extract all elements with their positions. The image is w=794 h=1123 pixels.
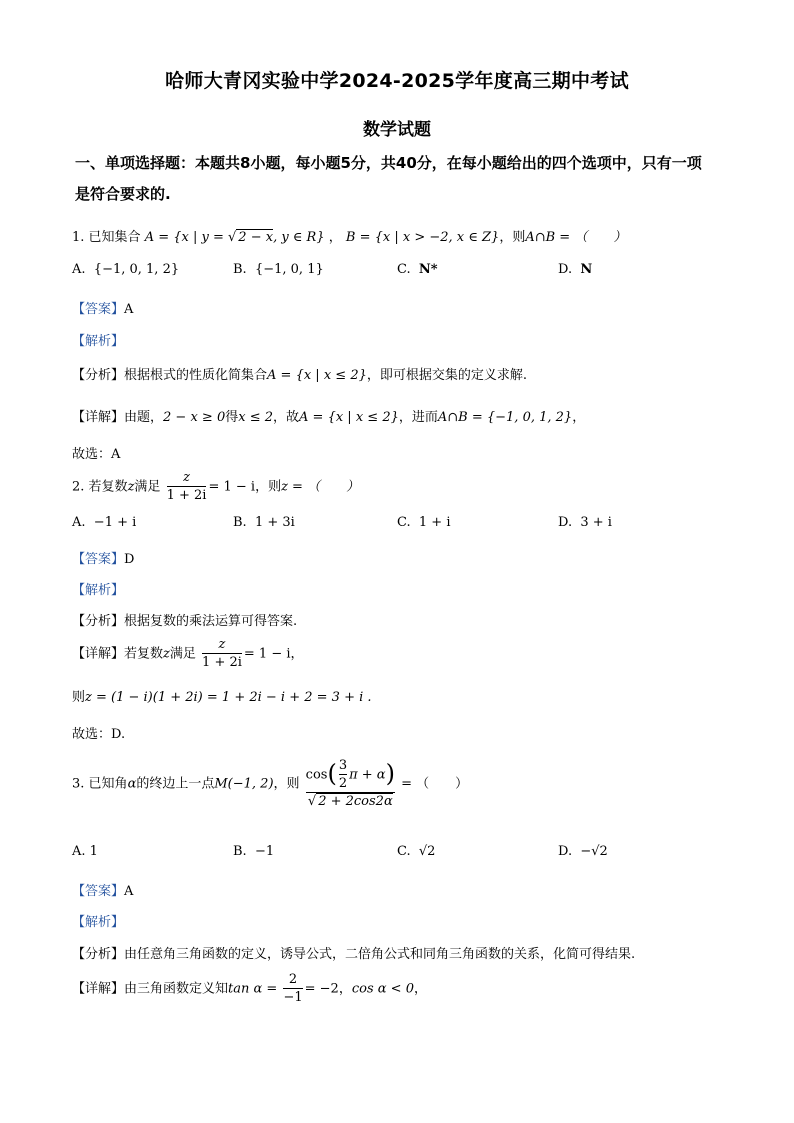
fraction: $\frac{2}{-1}$ — [283, 972, 303, 1005]
question-text: ，则 — [499, 230, 526, 245]
answer-line: 【答案】A — [72, 884, 134, 899]
question-number: 3. — [72, 776, 85, 792]
option-a: A. {−1, 0, 1, 2} — [72, 262, 180, 277]
fraction: cos( $\frac{3}{2}$ π + α) √ 2 + 2cos2α — [305, 758, 395, 809]
option-b: B. {−1, 0, 1} — [233, 262, 324, 277]
page-title: 哈师大青冈实验中学2024-2025学年度高三期中考试 — [165, 70, 629, 92]
option-a: A. −1 + i — [72, 515, 137, 530]
separator: ， — [328, 230, 342, 245]
section-heading: 一、单项选择题：本题共8小题，每小题5分，共40分，在每小题给出的四个选项中，只有一项是符合要求的. — [75, 154, 702, 203]
set-a-radicand: 2 − x — [238, 230, 274, 245]
analysis-heading: 【解析】 — [72, 915, 125, 930]
analysis-heading: 【解析】 — [72, 334, 125, 349]
option-d: D. N — [558, 262, 593, 277]
option-a: A. 1 — [72, 844, 98, 859]
question-text: 已知集合 — [88, 230, 141, 245]
detail-line: 【详解】若复数z满足 $\frac{z}{1 + 2i}$ = 1 − i， — [72, 637, 304, 670]
question-number: 1. — [72, 230, 85, 245]
option-c: C. √2 — [397, 844, 436, 859]
sqrt-sign: √ — [228, 230, 237, 245]
answer-value: A — [124, 302, 134, 317]
option-d: D. −√2 — [558, 844, 608, 859]
detail-line: 【详解】由题，2 − x ≥ 0得x ≤ 2，故A = {x | x ≤ 2}，进而A∩B = {−1, 0, 1, 2}， — [72, 410, 586, 425]
conclusion-line: 故选：D. — [72, 727, 126, 742]
question-3-stem: 3. 已知角α的终边上一点M(−1, 2)，则 cos( $\frac{3}{2}$ π + α) √ 2 + 2cos2α = （ ） — [72, 758, 469, 809]
page-subtitle: 数学试题 — [363, 120, 431, 140]
option-d: D. 3 + i — [558, 515, 612, 530]
option-c: C. N* — [397, 262, 438, 277]
question-number: 2. — [72, 479, 85, 495]
analysis-line: 【分析】根据根式的性质化简集合A = {x | x ≤ 2}，即可根据交集的定义求解. — [72, 368, 527, 383]
set-a-close: , y ∈ R} — [273, 230, 325, 245]
fraction: $\frac{z}{1 + 2i}$ — [202, 637, 242, 670]
analysis-line: 【分析】根据复数的乘法运算可得答案. — [72, 614, 298, 629]
option-b: B. 1 + 3i — [233, 515, 295, 530]
calculation-line: 则z = (1 − i)(1 + 2i) = 1 + 2i − i + 2 = 3 + i . — [72, 690, 372, 705]
answer-line: 【答案】D — [72, 552, 135, 567]
fraction: $\frac{z}{1 + 2i}$ — [166, 470, 207, 503]
set-a-open: A = {x | y = — [144, 230, 228, 245]
answer-line — [72, 298, 133, 317]
analysis-heading: 【解析】 — [72, 583, 125, 598]
query: A∩B = （ ） — [525, 230, 627, 245]
option-b: B. −1 — [233, 844, 275, 859]
analysis-line: 【分析】由任意角三角函数的定义，诱导公式，二倍角公式和同角三角函数的关系，化简可得结果. — [72, 947, 636, 962]
conclusion-line: 故选：A — [72, 447, 121, 462]
option-c: C. 1 + i — [397, 515, 451, 530]
answer-label: 【答案】 — [72, 302, 125, 317]
set-b: B = {x | x > −2, x ∈ Z} — [345, 230, 500, 245]
question-1-stem — [72, 226, 626, 245]
detail-line: 【详解】由三角函数定义知tan α = $\frac{2}{-1}$ = −2，cos α < 0， — [72, 972, 427, 1005]
question-2-stem: 2. 若复数z满足 $\frac{z}{1 + 2i}$ = 1 − i，则z = （ ） — [72, 470, 360, 503]
